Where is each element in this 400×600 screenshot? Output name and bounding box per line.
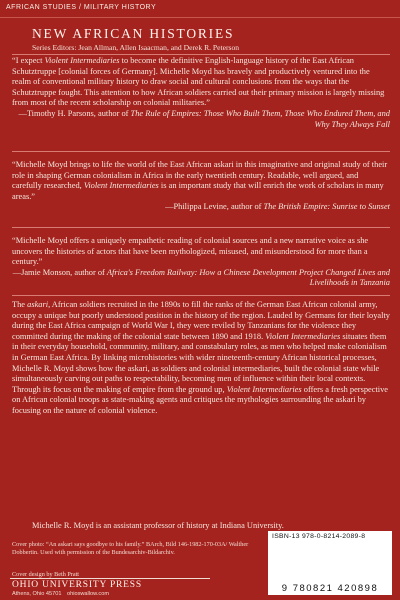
review-text-pre: “Michelle Moyd offers a uniquely empathetic reading of colonial sources and a new narrative voice as she uncovers the histories of actors that have been mythologized, misused, and misunderstood for more than a century.” bbox=[12, 236, 369, 267]
review-text-pre: “I expect bbox=[12, 56, 45, 65]
desc-text: The bbox=[12, 300, 28, 309]
review-text-post: is an important study that will enrich the work of scholars in many areas.” bbox=[12, 181, 384, 201]
category-label: AFRICAN STUDIES / MILITARY HISTORY bbox=[6, 4, 157, 11]
cover-photo-credit: Cover photo: “An askari says goodbye to his family.” BArch, Bild 146-1982-170-03A/ Walther Dobbertin. Used with permission of the Bundesarchiv-Bildarchiv. bbox=[12, 541, 249, 557]
review-monson bbox=[12, 236, 390, 289]
attribution-book: The British Empire: Sunrise to Sunset bbox=[263, 202, 390, 212]
series-editors: Series Editors: Jean Allman, Allen Isaacman, and Derek R. Peterson bbox=[32, 43, 240, 52]
barcode-bars bbox=[276, 542, 384, 582]
attribution-name: —Timothy H. Parsons, author of bbox=[18, 108, 131, 118]
review-divider bbox=[12, 295, 390, 296]
desc-italic: Violent Intermediaries bbox=[226, 384, 302, 394]
review-text-italic: Violent Intermediaries bbox=[44, 56, 120, 65]
publisher-rule bbox=[10, 578, 210, 579]
attribution-book: The Rule of Empires: Those Who Built Them, Those Who Endured Them, and Why They Always Fall bbox=[130, 108, 390, 129]
barcode-box bbox=[268, 531, 392, 595]
review-text-pre: “Michelle Moyd brings to life the world of the East African askari in this imaginative and original study of their role in shaping German colonialism in Africa in the early twentieth century. Readable, well argued, and carefully researched, bbox=[12, 160, 388, 191]
series-title: NEW AFRICAN HISTORIES bbox=[32, 26, 235, 41]
barcode-number: 9 780821 420898 bbox=[281, 583, 379, 594]
attribution-name: —Philippa Levine, author of bbox=[165, 202, 264, 212]
attribution-name: —Jamie Monson, author of bbox=[12, 267, 107, 277]
book-description bbox=[12, 300, 390, 417]
review-text-italic: Violent Intermediaries bbox=[83, 181, 159, 191]
review-divider bbox=[12, 227, 390, 228]
desc-italic: askari bbox=[27, 300, 49, 309]
cover-design-credit: Cover design by Beth Pratt bbox=[12, 571, 80, 578]
review-text-post: to become the definitive English-language history of the East African Schutztruppe [colonial forces of Germany]. Michelle Moyd has bravely and productively ventured into the realm of conventional military history to draw social and cultural conclusions from the ways that the Schutztruppe fought. This attention to how African soldiers carried out their primary mission is largely missing from most of the recent scholarship on colonial militaries.” bbox=[12, 56, 385, 108]
publisher-name: OHIO UNIVERSITY PRESS bbox=[12, 580, 142, 590]
isbn-label: ISBN-13 978-0-8214-2089-8 bbox=[272, 533, 366, 540]
review-parsons bbox=[12, 56, 390, 130]
review-levine bbox=[12, 160, 390, 213]
publisher-city: Athens, Ohio 45701 bbox=[12, 591, 62, 597]
desc-italic: Violent Intermediaries bbox=[265, 331, 341, 341]
review-divider bbox=[12, 151, 390, 152]
top-band bbox=[0, 0, 400, 18]
review-attribution bbox=[12, 268, 390, 289]
desc-text: , African soldiers recruited in the 1890s to fill the ranks of the German East African colonial army, occupy a unique but poorly understood position in the history of the region. Lauded by Germans for their loyalty during the East Africa campaign of World War I, they were reviled by Tanzanians for the violence they committed during the making of the colonial state between 1890 and 1918. bbox=[12, 300, 390, 341]
attribution-book: Africa's Freedom Railway: How a Chinese Development Project Changed Lives and Livelihoods in Tanzania bbox=[106, 267, 390, 288]
desc-text: situates them in their everyday household, community, military, and constabulary roles, as men who helped make colonialism in German East Africa. By linking microhistories with wider nineteenth-century African historical processes, Michelle R. Moyd shows how the askari, as soldiers and colonial intermediaries, built the colonial state while simultaneously carving out paths to respectability, becoming men of influence within their local contexts. Through its focus on the making of empire from the ground up, bbox=[12, 331, 387, 394]
publisher-website: ohioswallow.com bbox=[67, 591, 109, 597]
author-bio: Michelle R. Moyd is an assistant professor of history at Indiana University. bbox=[32, 521, 284, 530]
publisher-address bbox=[12, 591, 109, 597]
desc-text: offers a fresh perspective on African colonial troops as state-making agents and critiques the mythologies surrounding the askari by focusing on the nature of colonial violence. bbox=[12, 384, 389, 415]
header-rule bbox=[12, 54, 390, 55]
review-attribution bbox=[12, 109, 390, 130]
review-attribution bbox=[12, 202, 390, 213]
